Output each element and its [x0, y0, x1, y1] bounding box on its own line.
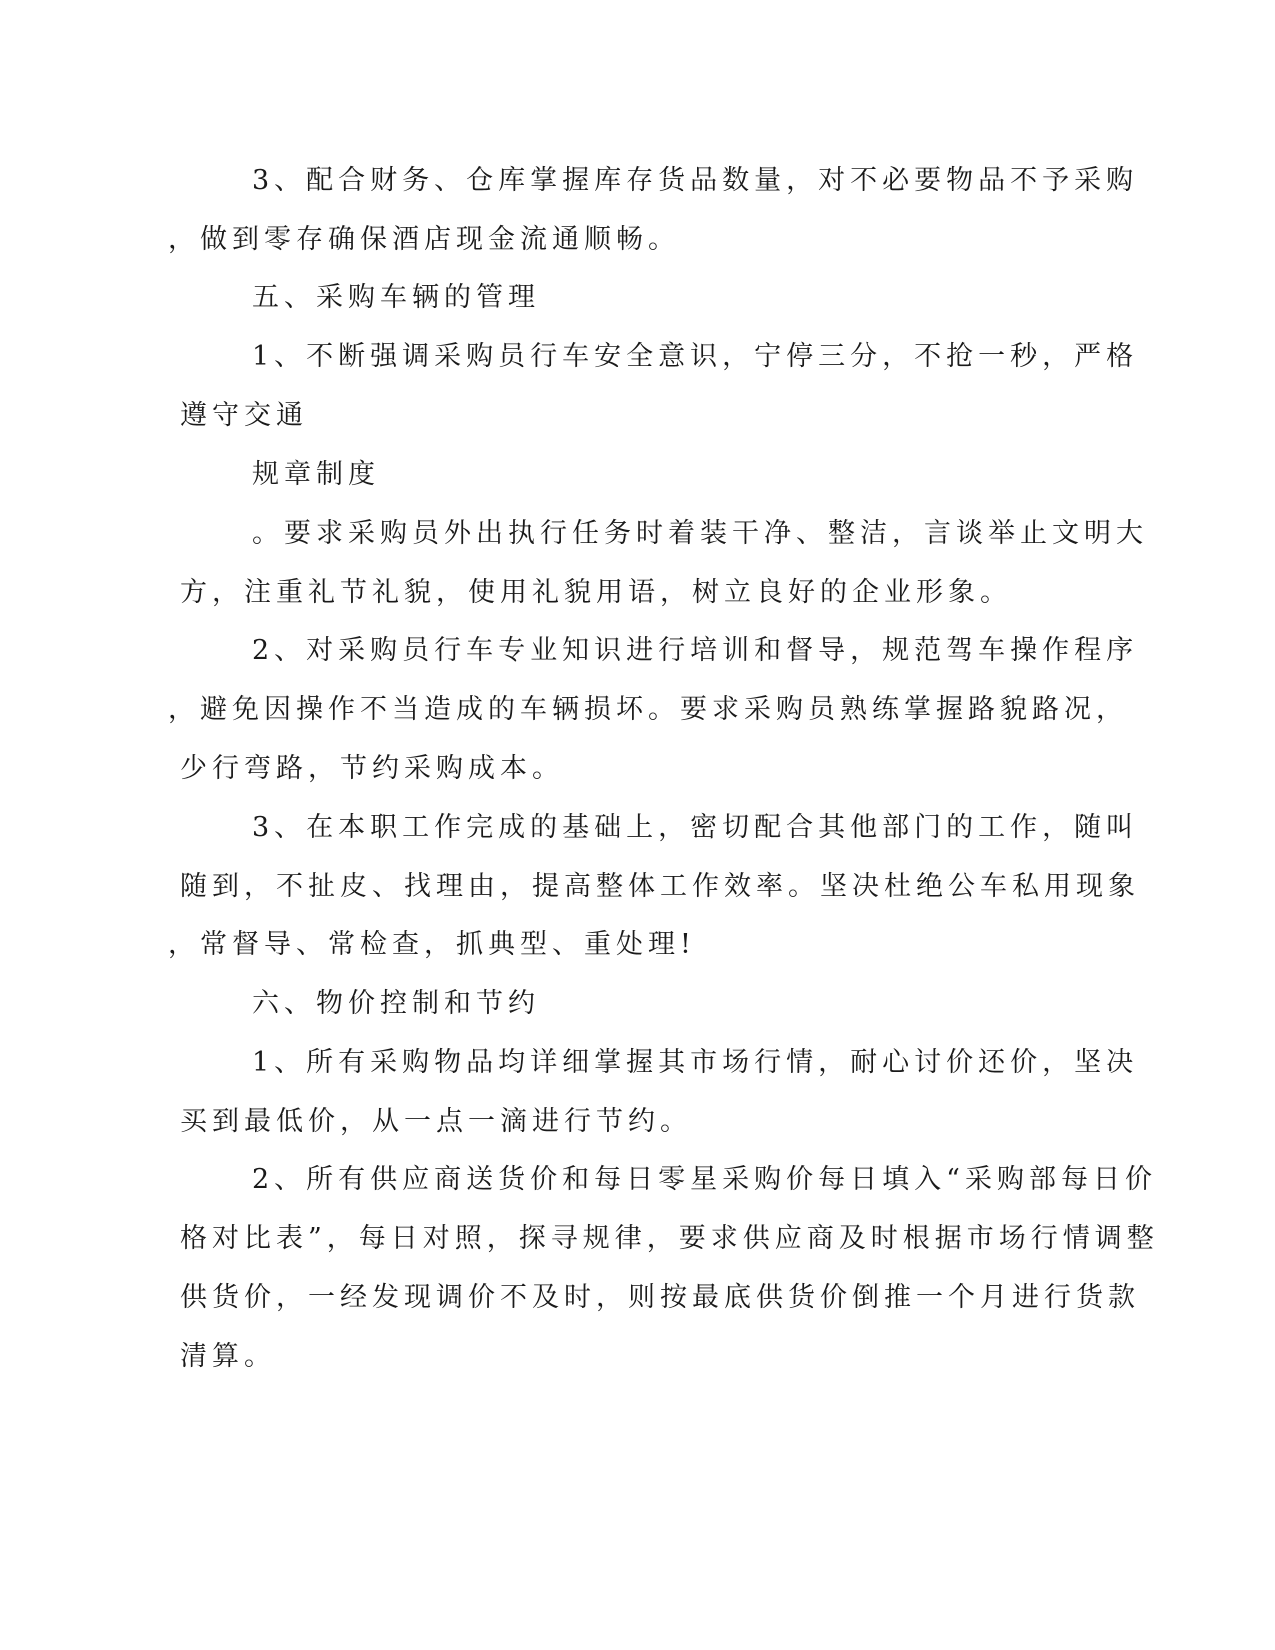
text-line: 1、不断强调采购员行车安全意识，宁停三分，不抢一秒，严格 — [252, 341, 1139, 372]
text-line: 少行弯路，节约采购成本。 — [180, 753, 564, 784]
text-line: 3、配合财务、仓库掌握库存货品数量，对不必要物品不予采购 — [252, 165, 1139, 196]
text-line: 规章制度 — [252, 459, 380, 490]
text-line: 格对比表”，每日对照，探寻规律，要求供应商及时根据市场行情调整 — [180, 1223, 1159, 1254]
section-heading: 六、物价控制和节约 — [252, 988, 540, 1019]
text-line: ，做到零存确保酒店现金流通顺畅。 — [168, 224, 680, 255]
text-line: 方，注重礼节礼貌，使用礼貌用语，树立良好的企业形象。 — [180, 577, 1012, 608]
text-line: ，避免因操作不当造成的车辆损坏。要求采购员熟练掌握路貌路况， — [168, 694, 1128, 725]
text-line: 。要求采购员外出执行任务时着装干净、整洁，言谈举止文明大 — [252, 518, 1148, 549]
text-line: 3、在本职工作完成的基础上，密切配合其他部门的工作，随叫 — [252, 812, 1139, 843]
text-line: 遵守交通 — [180, 400, 308, 431]
text-line: 2、对采购员行车专业知识进行培训和督导，规范驾车操作程序 — [252, 635, 1139, 666]
section-heading: 五、采购车辆的管理 — [252, 282, 540, 313]
text-line: 供货价，一经发现调价不及时，则按最底供货价倒推一个月进行货款 — [180, 1282, 1140, 1313]
text-line: 随到，不扯皮、找理由，提高整体工作效率。坚决杜绝公车私用现象 — [180, 871, 1140, 902]
text-line: 2、所有供应商送货价和每日零星采购价每日填入“采购部每日价 — [252, 1164, 1157, 1195]
text-line: 1、所有采购物品均详细掌握其市场行情，耐心讨价还价，坚决 — [252, 1047, 1139, 1078]
text-line: 买到最低价，从一点一滴进行节约。 — [180, 1106, 692, 1137]
text-line: 清算。 — [180, 1341, 276, 1372]
text-line: ，常督导、常检查，抓典型、重处理! — [168, 929, 696, 960]
